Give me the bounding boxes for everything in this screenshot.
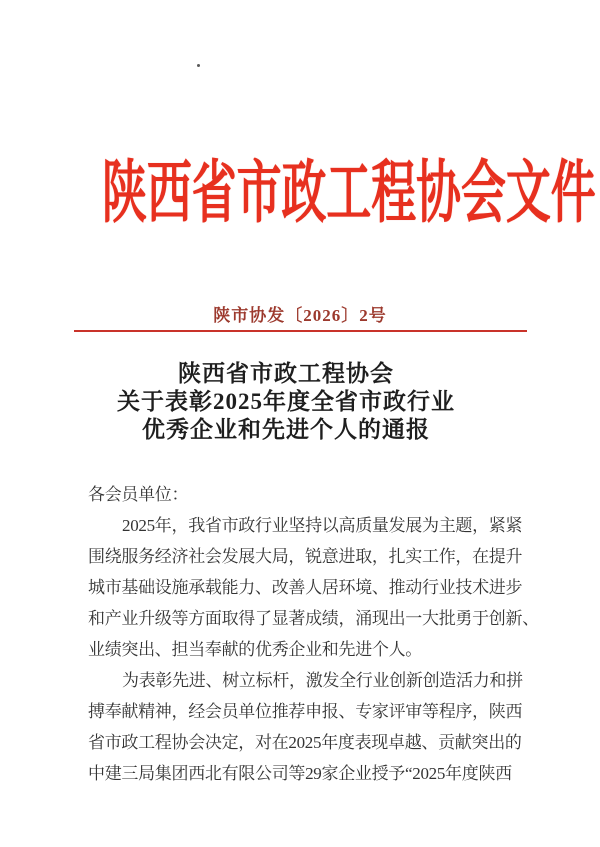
body-line-5: 业绩突出、担当奉献的优秀企业和先进个人。 [88, 640, 422, 659]
scan-speck-artifact [197, 64, 200, 67]
salutation: 各会员单位： [88, 485, 189, 504]
red-separator-line [74, 330, 527, 332]
body-line-2: 围绕服务经济社会发展大局，锐意进取，扎实工作，在提升 [88, 547, 523, 566]
title-line-association-name: 陕西省市政工程协会 [178, 361, 394, 386]
body-line-8: 省市政工程协会决定，对在2025年度表现卓越、贡献突出的 [88, 733, 522, 752]
masthead-title: 陕西省市政工程协会文件 [101, 155, 596, 231]
body-line-3: 城市基础设施承载能力、改善人居环境、推动行业技术进步 [88, 578, 523, 597]
document-title [0, 360, 572, 444]
doc-number: 陕市协发〔2026〕2号 [213, 306, 387, 325]
body-line-4: 和产业升级等方面取得了显著成绩，涌现出一大批勇于创新、 [88, 609, 539, 628]
body-line-9: 中建三局集团西北有限公司等29家企业授予“2025年度陕西 [88, 764, 512, 783]
document-body [88, 479, 539, 789]
title-line-subject-1: 关于表彰2025年度全省市政行业 [117, 389, 455, 414]
body-line-7: 搏奉献精神，经会员单位推荐申报、专家评审等程序，陕西 [88, 702, 523, 721]
body-line-6: 为表彰先进、树立标杆，激发全行业创新创造活力和拼 [122, 671, 523, 690]
title-line-subject-2: 优秀企业和先进个人的通报 [142, 417, 430, 442]
body-line-1: 2025年，我省市政行业坚持以高质量发展为主题，紧紧 [122, 516, 523, 535]
